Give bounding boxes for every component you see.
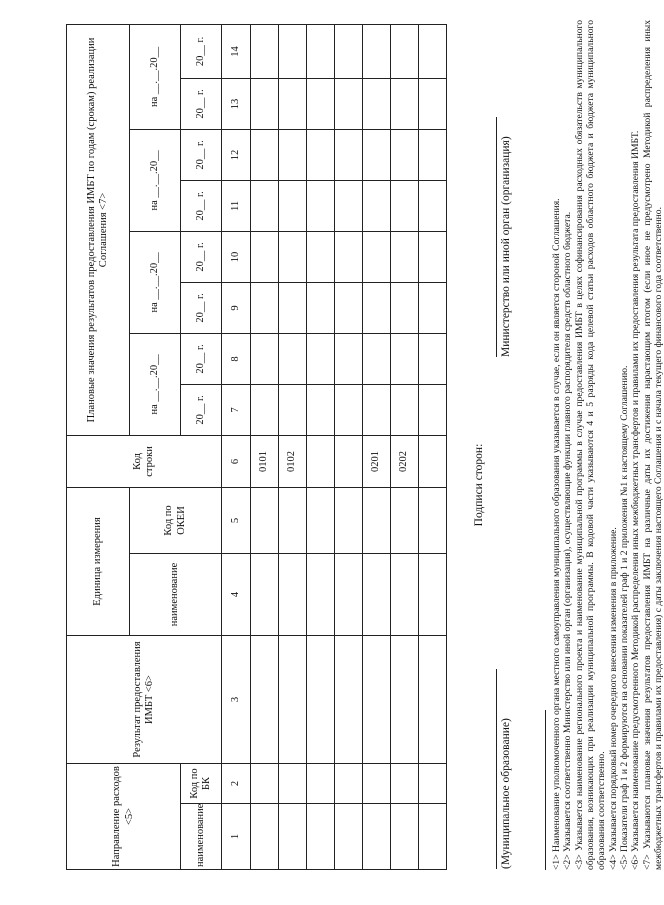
- table-cell: [363, 282, 391, 333]
- header-unit: Единица измерения: [67, 487, 130, 635]
- table-cell: [363, 78, 391, 129]
- table-cell: [363, 24, 391, 78]
- column-number: 10: [222, 231, 251, 282]
- column-number: 5: [222, 487, 251, 553]
- table-cell: [363, 804, 391, 870]
- table-row: [307, 24, 335, 869]
- table-cell: [363, 129, 391, 180]
- table-cell: [279, 333, 307, 384]
- table-cell: [419, 384, 447, 435]
- footnote: <7> Указываются плановые значения результатов предоставления ИМБТ на различные даты их достижения нарастающим итогом (если иное не предусмотрено Методикой распределения иных межбюджетных трансфертов и правилами их предоставления) с даты заключения настоящего Соглашения и с начала текущего финансового года соответственно.: [641, 20, 664, 870]
- table-cell: [307, 78, 335, 129]
- table-cell: [279, 384, 307, 435]
- table-body: [251, 24, 447, 869]
- table-row: [363, 24, 391, 869]
- header-year: 20__ г.: [181, 180, 222, 231]
- table-cell: [251, 78, 279, 129]
- header-period-2: на __.__.20__: [130, 231, 181, 333]
- table-cell: [363, 333, 391, 384]
- row-code-cell: [419, 435, 447, 487]
- table-cell: [419, 804, 447, 870]
- table-cell: [391, 553, 419, 635]
- table-cell: [419, 282, 447, 333]
- table-cell: [251, 333, 279, 384]
- header-name: наименование: [181, 804, 222, 870]
- header-period-4: на __.__.20__: [130, 24, 181, 129]
- table-cell: [307, 763, 335, 803]
- table-cell: [419, 553, 447, 635]
- header-code-bk: Код по БК: [181, 763, 222, 803]
- table-row: [279, 24, 307, 869]
- column-number: 14: [222, 24, 251, 78]
- results-table: [66, 24, 447, 870]
- table-cell: [335, 129, 363, 180]
- table-row: [251, 24, 279, 869]
- table-cell: [251, 282, 279, 333]
- header-year: 20__ г.: [181, 231, 222, 282]
- column-number: 12: [222, 129, 251, 180]
- signature-municipal: [496, 669, 512, 869]
- table-cell: [419, 487, 447, 553]
- signature-ministry: [496, 117, 512, 357]
- row-code-cell: 0102: [279, 435, 307, 487]
- signature-line: [496, 669, 497, 869]
- table-cell: [363, 763, 391, 803]
- table-cell: [279, 24, 307, 78]
- table-cell: [335, 231, 363, 282]
- footnote-separator: [545, 710, 546, 870]
- row-code-cell: 0202: [391, 435, 419, 487]
- table-cell: [307, 553, 335, 635]
- footnote: <2> Указывается соответственно Министерство или иной орган (организация), осуществляющие функции главного распорядителя средств областного бюджета.: [562, 211, 574, 870]
- table-cell: [419, 763, 447, 803]
- table-cell: [251, 129, 279, 180]
- table-row: [419, 24, 447, 869]
- column-number: 6: [222, 435, 251, 487]
- table-cell: [419, 78, 447, 129]
- table-cell: [391, 333, 419, 384]
- column-number: 1: [222, 804, 251, 870]
- signature-line: [496, 117, 497, 357]
- table-cell: [251, 804, 279, 870]
- table-cell: [251, 487, 279, 553]
- table-cell: [391, 763, 419, 803]
- footnote: <6> Указывается наименование предусмотренного Методикой распределения иных межбюджетных трансфертов и правилами их предоставления результата предоставления ИМБТ.: [630, 130, 642, 870]
- table-cell: [391, 804, 419, 870]
- header-year: 20__ г.: [181, 24, 222, 78]
- signature-ministry-label: Министерство или иной орган (организация): [500, 136, 512, 357]
- footnote: <3> Указывается наименование регионального проекта и наименование муниципальной программы в случае предоставления ИМБТ в целях софинансирования расходных обязательств муниципального образования, возникающих при реализации муниципальной программы. В кодовой части указываются 4 и 5 разряды кода целевой статьи расходов областного бюджета и бюджета муниципального образования соответственно.: [573, 20, 608, 870]
- header-period-1: на __.__.20__: [130, 333, 181, 435]
- header-unit-name: наименование: [130, 553, 222, 635]
- table-cell: [307, 282, 335, 333]
- table-cell: [391, 282, 419, 333]
- table-cell: [279, 129, 307, 180]
- table-cell: [391, 635, 419, 763]
- table-cell: [419, 635, 447, 763]
- row-code-cell: 0101: [251, 435, 279, 487]
- header-plan-values: Плановые значения результатов предоставления ИМБТ по годам (срокам) реализации Соглашения <7>: [67, 24, 130, 435]
- column-number: 8: [222, 333, 251, 384]
- table-cell: [335, 78, 363, 129]
- table-cell: [251, 24, 279, 78]
- table-cell: [363, 487, 391, 553]
- table-cell: [307, 231, 335, 282]
- row-code-cell: [335, 435, 363, 487]
- table-cell: [419, 333, 447, 384]
- signature-municipal-label: (Муниципальное образование): [500, 718, 512, 869]
- table-cell: [251, 763, 279, 803]
- table-cell: [279, 635, 307, 763]
- table-cell: [363, 231, 391, 282]
- table-cell: [391, 129, 419, 180]
- footnote: <1> Наименование уполномоченного органа местного самоуправления муниципального образования указывается в случае, если он является стороной Соглашения.: [551, 198, 562, 870]
- table-cell: [335, 24, 363, 78]
- header-period-3: на __.__.20__: [130, 129, 181, 231]
- table-cell: [335, 384, 363, 435]
- table-cell: [363, 635, 391, 763]
- table-cell: [335, 804, 363, 870]
- table-cell: [419, 231, 447, 282]
- table-cell: [335, 553, 363, 635]
- header-code-okei: Код по ОКЕИ: [130, 487, 222, 553]
- footnote: <5> Показатели граф 1 и 2 формируются на основании показателей граф 1 и 2 приложения №1 к настоящему Соглашению.: [618, 365, 630, 870]
- table-cell: [279, 231, 307, 282]
- column-number: 2: [222, 763, 251, 803]
- table-cell: [335, 180, 363, 231]
- table-cell: [279, 487, 307, 553]
- table-cell: [307, 24, 335, 78]
- table-cell: [307, 487, 335, 553]
- table-cell: [279, 78, 307, 129]
- header-year: 20__ г.: [181, 333, 222, 384]
- row-code-cell: 0201: [363, 435, 391, 487]
- header-year: 20__ г.: [181, 78, 222, 129]
- column-number: 7: [222, 384, 251, 435]
- table-cell: [251, 384, 279, 435]
- header-result: Результат предоставления ИМБТ <6>: [67, 635, 222, 763]
- table-cell: [419, 24, 447, 78]
- table-cell: [335, 763, 363, 803]
- table-cell: [391, 24, 419, 78]
- header-direction: Направление расходов <5>: [67, 763, 181, 869]
- table-cell: [363, 553, 391, 635]
- table-cell: [307, 804, 335, 870]
- table-cell: [251, 553, 279, 635]
- table-cell: [391, 487, 419, 553]
- table-cell: [251, 231, 279, 282]
- column-number: 13: [222, 78, 251, 129]
- table-cell: [335, 282, 363, 333]
- table-cell: [307, 129, 335, 180]
- table-cell: [279, 553, 307, 635]
- column-number: 9: [222, 282, 251, 333]
- header-year: 20__ г.: [181, 282, 222, 333]
- header-code-row: Код строки: [67, 435, 222, 487]
- table-cell: [279, 763, 307, 803]
- table-cell: [391, 180, 419, 231]
- header-year: 20__ г.: [181, 384, 222, 435]
- table-row: [335, 24, 363, 869]
- table-cell: [335, 487, 363, 553]
- table-cell: [279, 804, 307, 870]
- column-number: 3: [222, 635, 251, 763]
- table-cell: [391, 384, 419, 435]
- table-cell: [307, 333, 335, 384]
- table-cell: [307, 180, 335, 231]
- table-cell: [419, 129, 447, 180]
- table-cell: [363, 180, 391, 231]
- footnote: <4> Указывается порядковый номер очередного внесения изменения в приложение.: [607, 527, 619, 870]
- table-cell: [335, 635, 363, 763]
- header-year: 20__ г.: [181, 129, 222, 180]
- table-cell: [391, 231, 419, 282]
- table-cell: [279, 180, 307, 231]
- table-cell: [391, 78, 419, 129]
- table-cell: [307, 384, 335, 435]
- column-number: 4: [222, 553, 251, 635]
- table-cell: [363, 384, 391, 435]
- table-cell: [307, 635, 335, 763]
- table-cell: [419, 180, 447, 231]
- table-row: [391, 24, 419, 869]
- table-cell: [251, 180, 279, 231]
- table-cell: [279, 282, 307, 333]
- row-code-cell: [307, 435, 335, 487]
- table-cell: [335, 333, 363, 384]
- table-cell: [251, 635, 279, 763]
- column-number: 11: [222, 180, 251, 231]
- footnotes: [545, 20, 664, 870]
- signatures-title: Подписи сторон:: [473, 443, 485, 527]
